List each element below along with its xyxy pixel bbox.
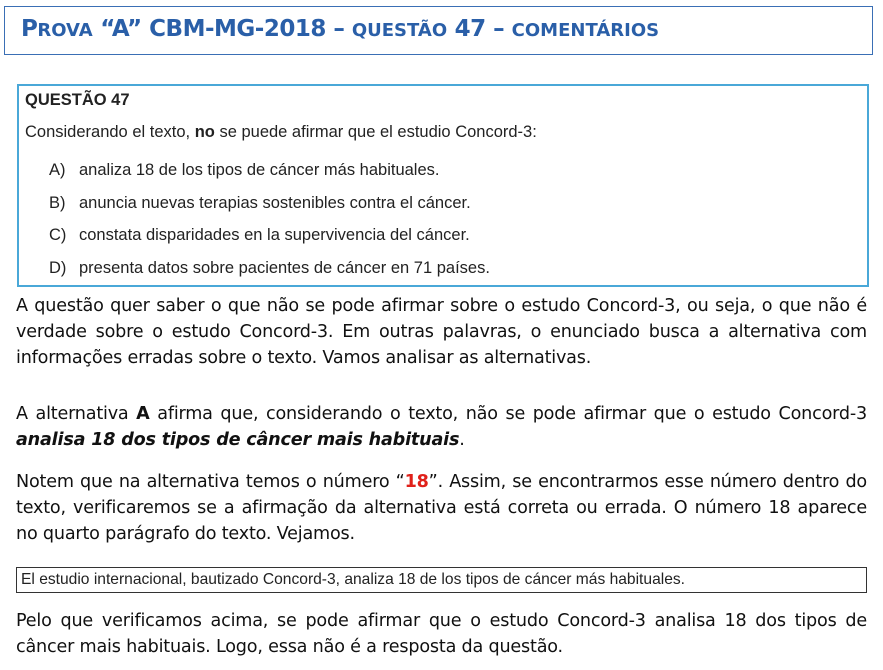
- option-text: constata disparidades en la supervivencia del cáncer.: [79, 226, 470, 244]
- p2-bold-italic: analisa 18 dos tipos de câncer mais habituais: [16, 430, 460, 450]
- p2-end: .: [459, 430, 465, 450]
- p2-mid: afirma que, considerando o texto, não se pode afirmar que o estudo Concord-3: [149, 404, 867, 424]
- option-text: presenta datos sobre pacientes de cáncer en 71 países.: [79, 258, 490, 277]
- text-quote-box: El estudio internacional, bautizado Concord-3, analiza 18 de los tipos de cáncer más habituales.: [16, 567, 867, 593]
- option-letter: B): [49, 193, 66, 212]
- question-box: [17, 84, 869, 287]
- header-title-main: “A” CBM-MG-2018 –: [92, 16, 352, 42]
- question-stem-pre: Considerando el texto,: [25, 123, 195, 141]
- option-c: [49, 225, 867, 245]
- comment-paragraph-2: [16, 401, 867, 453]
- comment-paragraph-1: A questão quer saber o que não se pode afirmar sobre o estudo Concord-3, ou seja, o que não é verdade sobre o estudo Concord-3. Em outras palavras, o enunciado busca a alternativa com informações erradas sobre o texto. Vamos analisar as alternativas.: [16, 296, 867, 368]
- question-stem-post: se puede afirmar que el estudio Concord-3:: [214, 123, 537, 141]
- option-d: [49, 258, 867, 278]
- option-letter: C): [49, 226, 67, 244]
- header-comentarios: COMENTÁRIOS: [511, 20, 660, 41]
- option-text: analiza 18 de los tipos de cáncer más habituales.: [79, 161, 440, 179]
- question-stem: [25, 123, 867, 142]
- option-text: anuncia nuevas terapias sostenibles contra el cáncer.: [79, 193, 471, 212]
- p2-pre: A alternativa: [16, 404, 137, 424]
- header-number: 47 –: [447, 16, 512, 42]
- option-letter: A): [49, 161, 66, 179]
- option-b: [49, 193, 867, 213]
- option-letter: D): [49, 258, 67, 277]
- p3-pre: Notem que na alternativa temos o número “: [16, 472, 405, 492]
- p3-red-number: 18: [404, 472, 429, 492]
- option-a: [49, 160, 867, 180]
- question-stem-bold: no: [194, 123, 215, 141]
- p2-bold: A: [136, 404, 150, 424]
- header-p: P: [21, 16, 38, 42]
- header-rova: ROVA: [37, 20, 93, 41]
- comment-paragraph-4: Pelo que verificamos acima, se pode afirmar que o estudo Concord-3 analisa 18 dos tipos de câncer mais habituais. Logo, essa não é a resposta da questão.: [16, 611, 867, 657]
- question-title: QUESTÃO 47: [25, 91, 130, 109]
- page-header: [4, 6, 873, 55]
- comment-paragraph-3: [16, 469, 867, 547]
- p3-post: ”. Assim, se encontrarmos esse número dentro do texto, verificaremos se a afirmação da alternativa está correta ou errada. O número 18 aparece no quarto parágrafo do texto. Vejamos.: [16, 472, 867, 544]
- header-questao: QUESTÃO: [351, 20, 448, 41]
